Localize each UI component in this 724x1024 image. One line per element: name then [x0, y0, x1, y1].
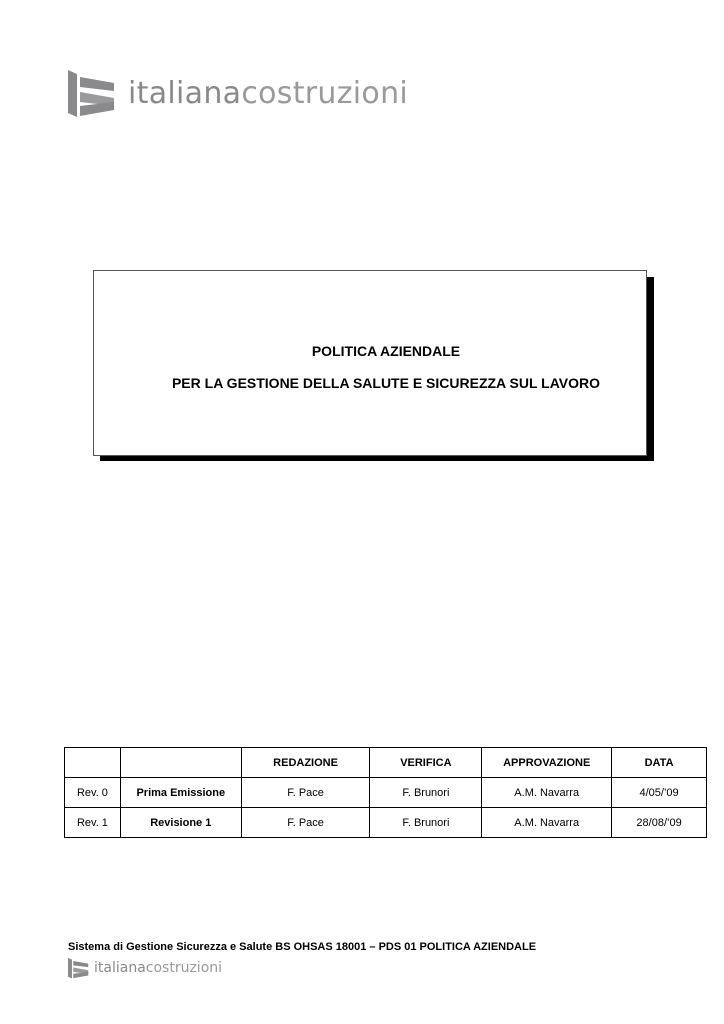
date-cell: 4/05/’09: [612, 778, 707, 808]
title-box: [93, 270, 647, 456]
brand-strong: italiana: [94, 960, 146, 976]
redazione-cell: F. Pace: [241, 778, 370, 808]
document-title: POLITICA AZIENDALE: [311, 343, 461, 359]
footer-text: Sistema di Gestione Sicurezza e Salute BS OHSAS 18001 – PDS 01 POLITICA AZIENDALE: [68, 941, 537, 953]
footer-logo: [68, 957, 222, 979]
verifica-cell: F. Brunori: [370, 778, 482, 808]
header-redazione: REDAZIONE: [241, 748, 370, 778]
revision-description: Revisione 1: [120, 808, 241, 838]
table-header-row: [65, 748, 707, 778]
redazione-cell: F. Pace: [241, 808, 370, 838]
approvazione-cell: A.M. Navarra: [482, 778, 612, 808]
brand-light: costruzioni: [145, 960, 223, 976]
verifica-cell: F. Brunori: [370, 808, 482, 838]
date-cell: 28/08/’09: [612, 808, 707, 838]
brand-strong: italiana: [128, 75, 242, 111]
approvazione-cell: A.M. Navarra: [482, 808, 612, 838]
company-logo: [68, 68, 408, 118]
header-cell: [120, 748, 241, 778]
table-row: [65, 778, 707, 808]
revision-description: Prima Emissione: [120, 778, 241, 808]
header-approvazione: APPROVAZIONE: [482, 748, 612, 778]
brand-light: costruzioni: [241, 75, 409, 111]
revision-table: [64, 747, 707, 838]
logo-mark-icon: [68, 957, 90, 979]
logo-mark-icon: [68, 68, 118, 118]
table-row: [65, 808, 707, 838]
header-cell: [65, 748, 121, 778]
document-subtitle: PER LA GESTIONE DELLA SALUTE E SICUREZZA SUL LAVORO: [171, 375, 601, 391]
header-data: DATA: [612, 748, 707, 778]
header-verifica: VERIFICA: [370, 748, 482, 778]
footer-company-name: [94, 960, 222, 976]
company-name: [128, 76, 408, 111]
revision-number: Rev. 0: [65, 778, 121, 808]
revision-number: Rev. 1: [65, 808, 121, 838]
